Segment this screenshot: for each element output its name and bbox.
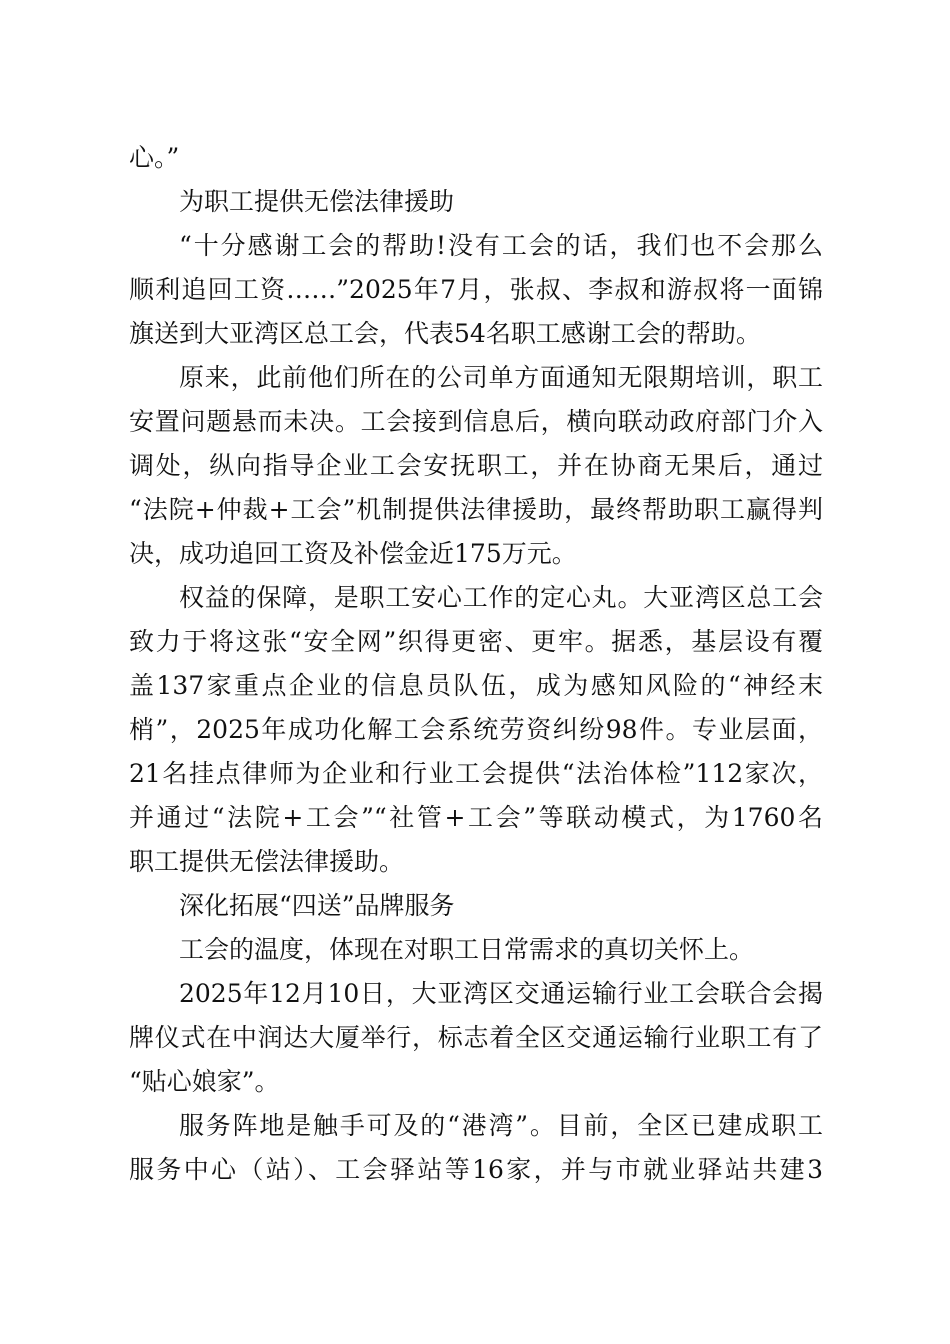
- text-line: 牌仪式在中润达大厦举行，标志着全区交通运输行业职工有了: [129, 1023, 823, 1052]
- section-heading: 深化拓展“四送”品牌服务: [179, 891, 455, 920]
- text-line: 心。”: [129, 143, 180, 172]
- text-line: “法院+仲裁+工会”机制提供法律援助，最终帮助职工赢得判: [129, 495, 823, 524]
- text-line: “十分感谢工会的帮助!没有工会的话，我们也不会那么: [179, 231, 823, 260]
- text-line: 盖137家重点企业的信息员队伍，成为感知风险的“神经末: [129, 671, 823, 700]
- text-line: 安置问题悬而未决。工会接到信息后，横向联动政府部门介入: [129, 407, 823, 436]
- text-line: 服务中心（站）、工会驿站等16家，并与市就业驿站共建3: [129, 1155, 823, 1184]
- text-line: 权益的保障，是职工安心工作的定心丸。大亚湾区总工会: [179, 583, 823, 612]
- text-line: 21名挂点律师为企业和行业工会提供“法治体检”112家次，: [129, 759, 823, 788]
- text-line: 调处，纵向指导企业工会安抚职工，并在协商无果后，通过: [129, 451, 823, 480]
- text-line: 职工提供无偿法律援助。: [129, 847, 405, 876]
- text-line: 旗送到大亚湾区总工会，代表54名职工感谢工会的帮助。: [129, 319, 761, 348]
- text-line: 决，成功追回工资及补偿金近175万元。: [129, 539, 577, 568]
- text-line: 顺利追回工资……”2025年7月，张叔、李叔和游叔将一面锦: [129, 275, 823, 304]
- text-line: 并通过“法院+工会”“社管+工会”等联动模式，为1760名: [129, 803, 823, 832]
- text-line: 2025年12月10日，大亚湾区交通运输行业工会联合会揭: [179, 979, 823, 1008]
- section-heading: 为职工提供无偿法律援助: [179, 187, 455, 216]
- text-line: “贴心娘家”。: [129, 1067, 280, 1096]
- text-line: 工会的温度，体现在对职工日常需求的真切关怀上。: [179, 935, 755, 964]
- text-line: 梢”，2025年成功化解工会系统劳资纠纷98件。专业层面，: [129, 715, 823, 744]
- text-line: 服务阵地是触手可及的“港湾”。目前，全区已建成职工: [179, 1111, 823, 1140]
- text-line: 原来，此前他们所在的公司单方面通知无限期培训，职工: [179, 363, 823, 392]
- text-line: 致力于将这张“安全网”织得更密、更牢。据悉，基层设有覆: [129, 627, 823, 656]
